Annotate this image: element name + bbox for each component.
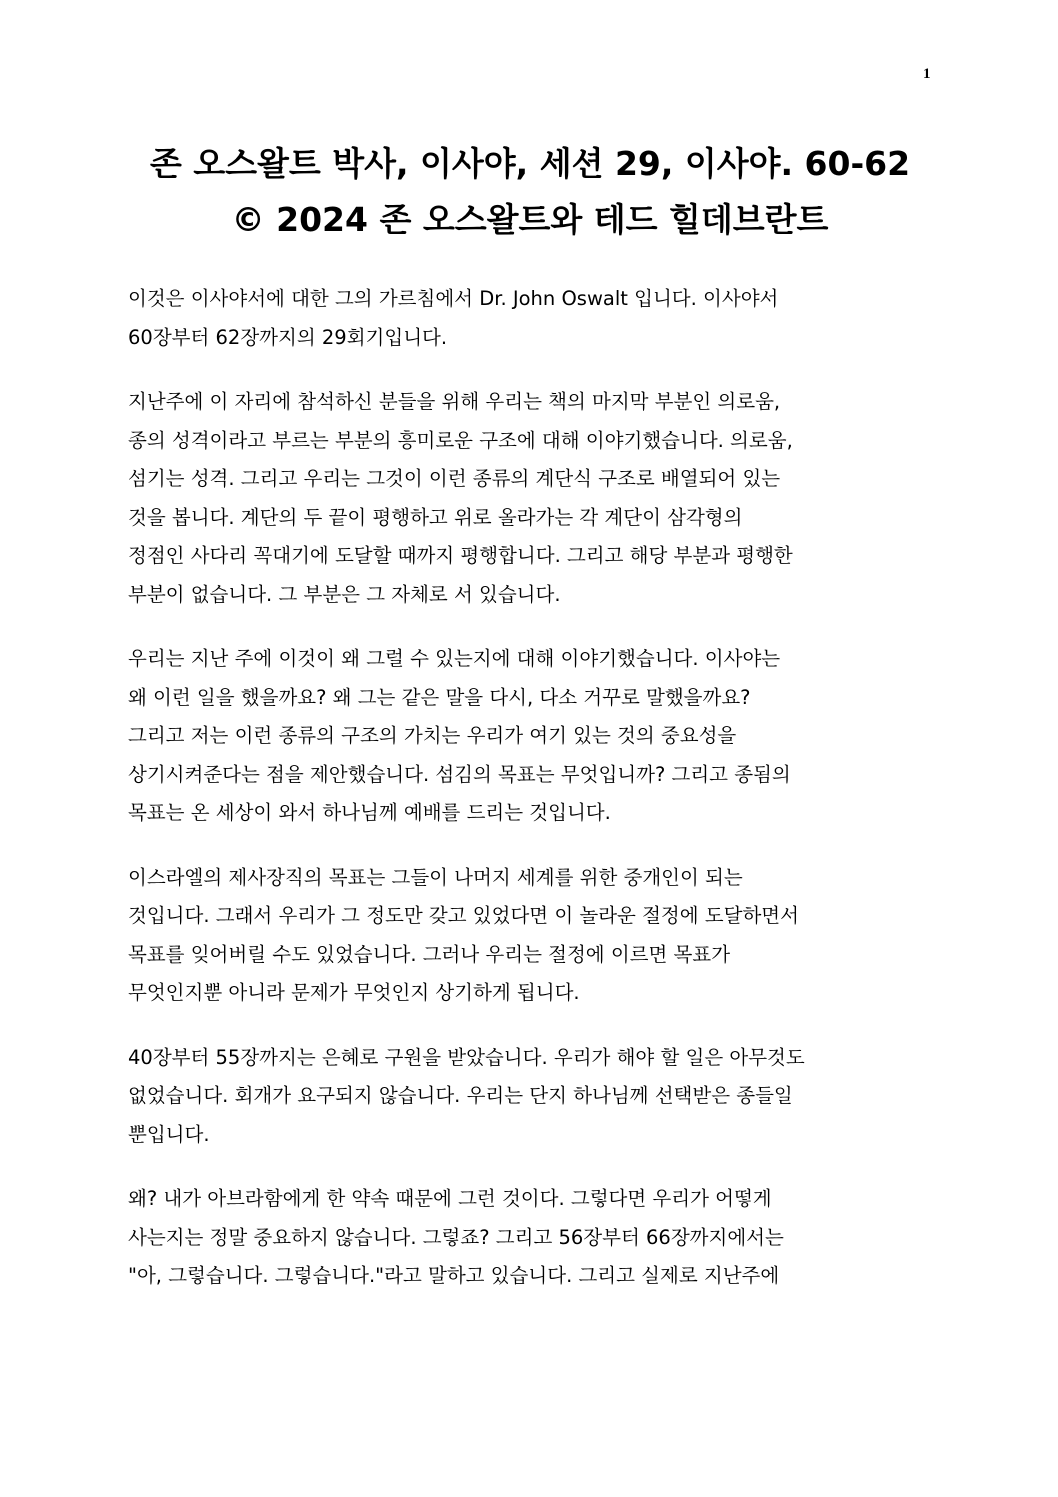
paragraph	[128, 280, 928, 357]
title-line-2: © 2024 존 오스왈트와 테드 힐데브란트	[231, 200, 829, 239]
document-title	[60, 136, 1000, 248]
text-line: 상기시켜준다는 점을 제안했습니다. 섬김의 목표는 무엇입니까? 그리고 종됨의	[128, 762, 791, 786]
text-line: 왜 이런 일을 했을까요? 왜 그는 같은 말을 다시, 다소 거꾸로 말했을까요?	[128, 685, 751, 709]
text-line: 40장부터 55장까지는 은혜로 구원을 받았습니다. 우리가 해야 할 일은 아무것도	[128, 1045, 805, 1069]
text-line: 이스라엘의 제사장직의 목표는 그들이 나머지 세계를 위한 중개인이 되는	[128, 865, 743, 889]
paragraph	[128, 1039, 928, 1155]
text-line: 목표는 온 세상이 와서 하나님께 예배를 드리는 것입니다.	[128, 801, 611, 824]
text-line: 이것은 이사야서에 대한 그의 가르침에서 Dr. John Oswalt 입니다. 이사야서	[128, 287, 779, 310]
text-line: 것을 봅니다. 계단의 두 끝이 평행하고 위로 올라가는 각 계단이 삼각형의	[128, 505, 743, 529]
text-line: 무엇인지뿐 아니라 문제가 무엇인지 상기하게 됩니다.	[128, 981, 580, 1004]
title-line-1: 존 오스왈트 박사, 이사야, 세션 29, 이사야. 60-62	[149, 144, 911, 183]
text-line: 정점인 사다리 꼭대기에 도달할 때까지 평행합니다. 그리고 해당 부분과 평행한	[128, 544, 793, 567]
text-line: 지난주에 이 자리에 참석하신 분들을 위해 우리는 책의 마지막 부분인 의로움,	[128, 390, 781, 413]
paragraph	[128, 859, 928, 1013]
text-line: 우리는 지난 주에 이것이 왜 그럴 수 있는지에 대해 이야기했습니다. 이사야는	[128, 647, 781, 670]
text-line: 그리고 저는 이런 종류의 구조의 가치는 우리가 여기 있는 것의 중요성을	[128, 724, 737, 747]
text-line: 사는지는 정말 중요하지 않습니다. 그렇죠? 그리고 56장부터 66장까지에서는	[128, 1225, 784, 1249]
text-line: "아, 그렇습니다. 그렇습니다."라고 말하고 있습니다. 그리고 실제로 지난주에	[128, 1264, 780, 1287]
paragraph	[128, 383, 928, 614]
paragraph	[128, 640, 928, 833]
document-body	[128, 280, 928, 1322]
text-line: 섬기는 성격. 그리고 우리는 그것이 이런 종류의 계단식 구조로 배열되어 있는	[128, 467, 781, 490]
text-line: 뿐입니다.	[128, 1122, 210, 1146]
text-line: 부분이 없습니다. 그 부분은 그 자체로 서 있습니다.	[128, 582, 561, 606]
text-line: 목표를 잊어버릴 수도 있었습니다. 그러나 우리는 절정에 이르면 목표가	[128, 942, 731, 966]
text-line: 60장부터 62장까지의 29회기입니다.	[128, 325, 448, 349]
page-number: 1	[923, 66, 931, 82]
text-line: 왜? 내가 아브라함에게 한 약속 때문에 그런 것이다. 그렇다면 우리가 어떻게	[128, 1187, 772, 1210]
text-line: 것입니다. 그래서 우리가 그 정도만 갖고 있었다면 이 놀라운 절정에 도달하면서	[128, 904, 799, 927]
paragraph	[128, 1180, 928, 1296]
text-line: 없었습니다. 회개가 요구되지 않습니다. 우리는 단지 하나님께 선택받은 종들일	[128, 1084, 793, 1107]
text-line: 종의 성격이라고 부르는 부분의 흥미로운 구조에 대해 이야기했습니다. 의로움,	[128, 428, 793, 452]
